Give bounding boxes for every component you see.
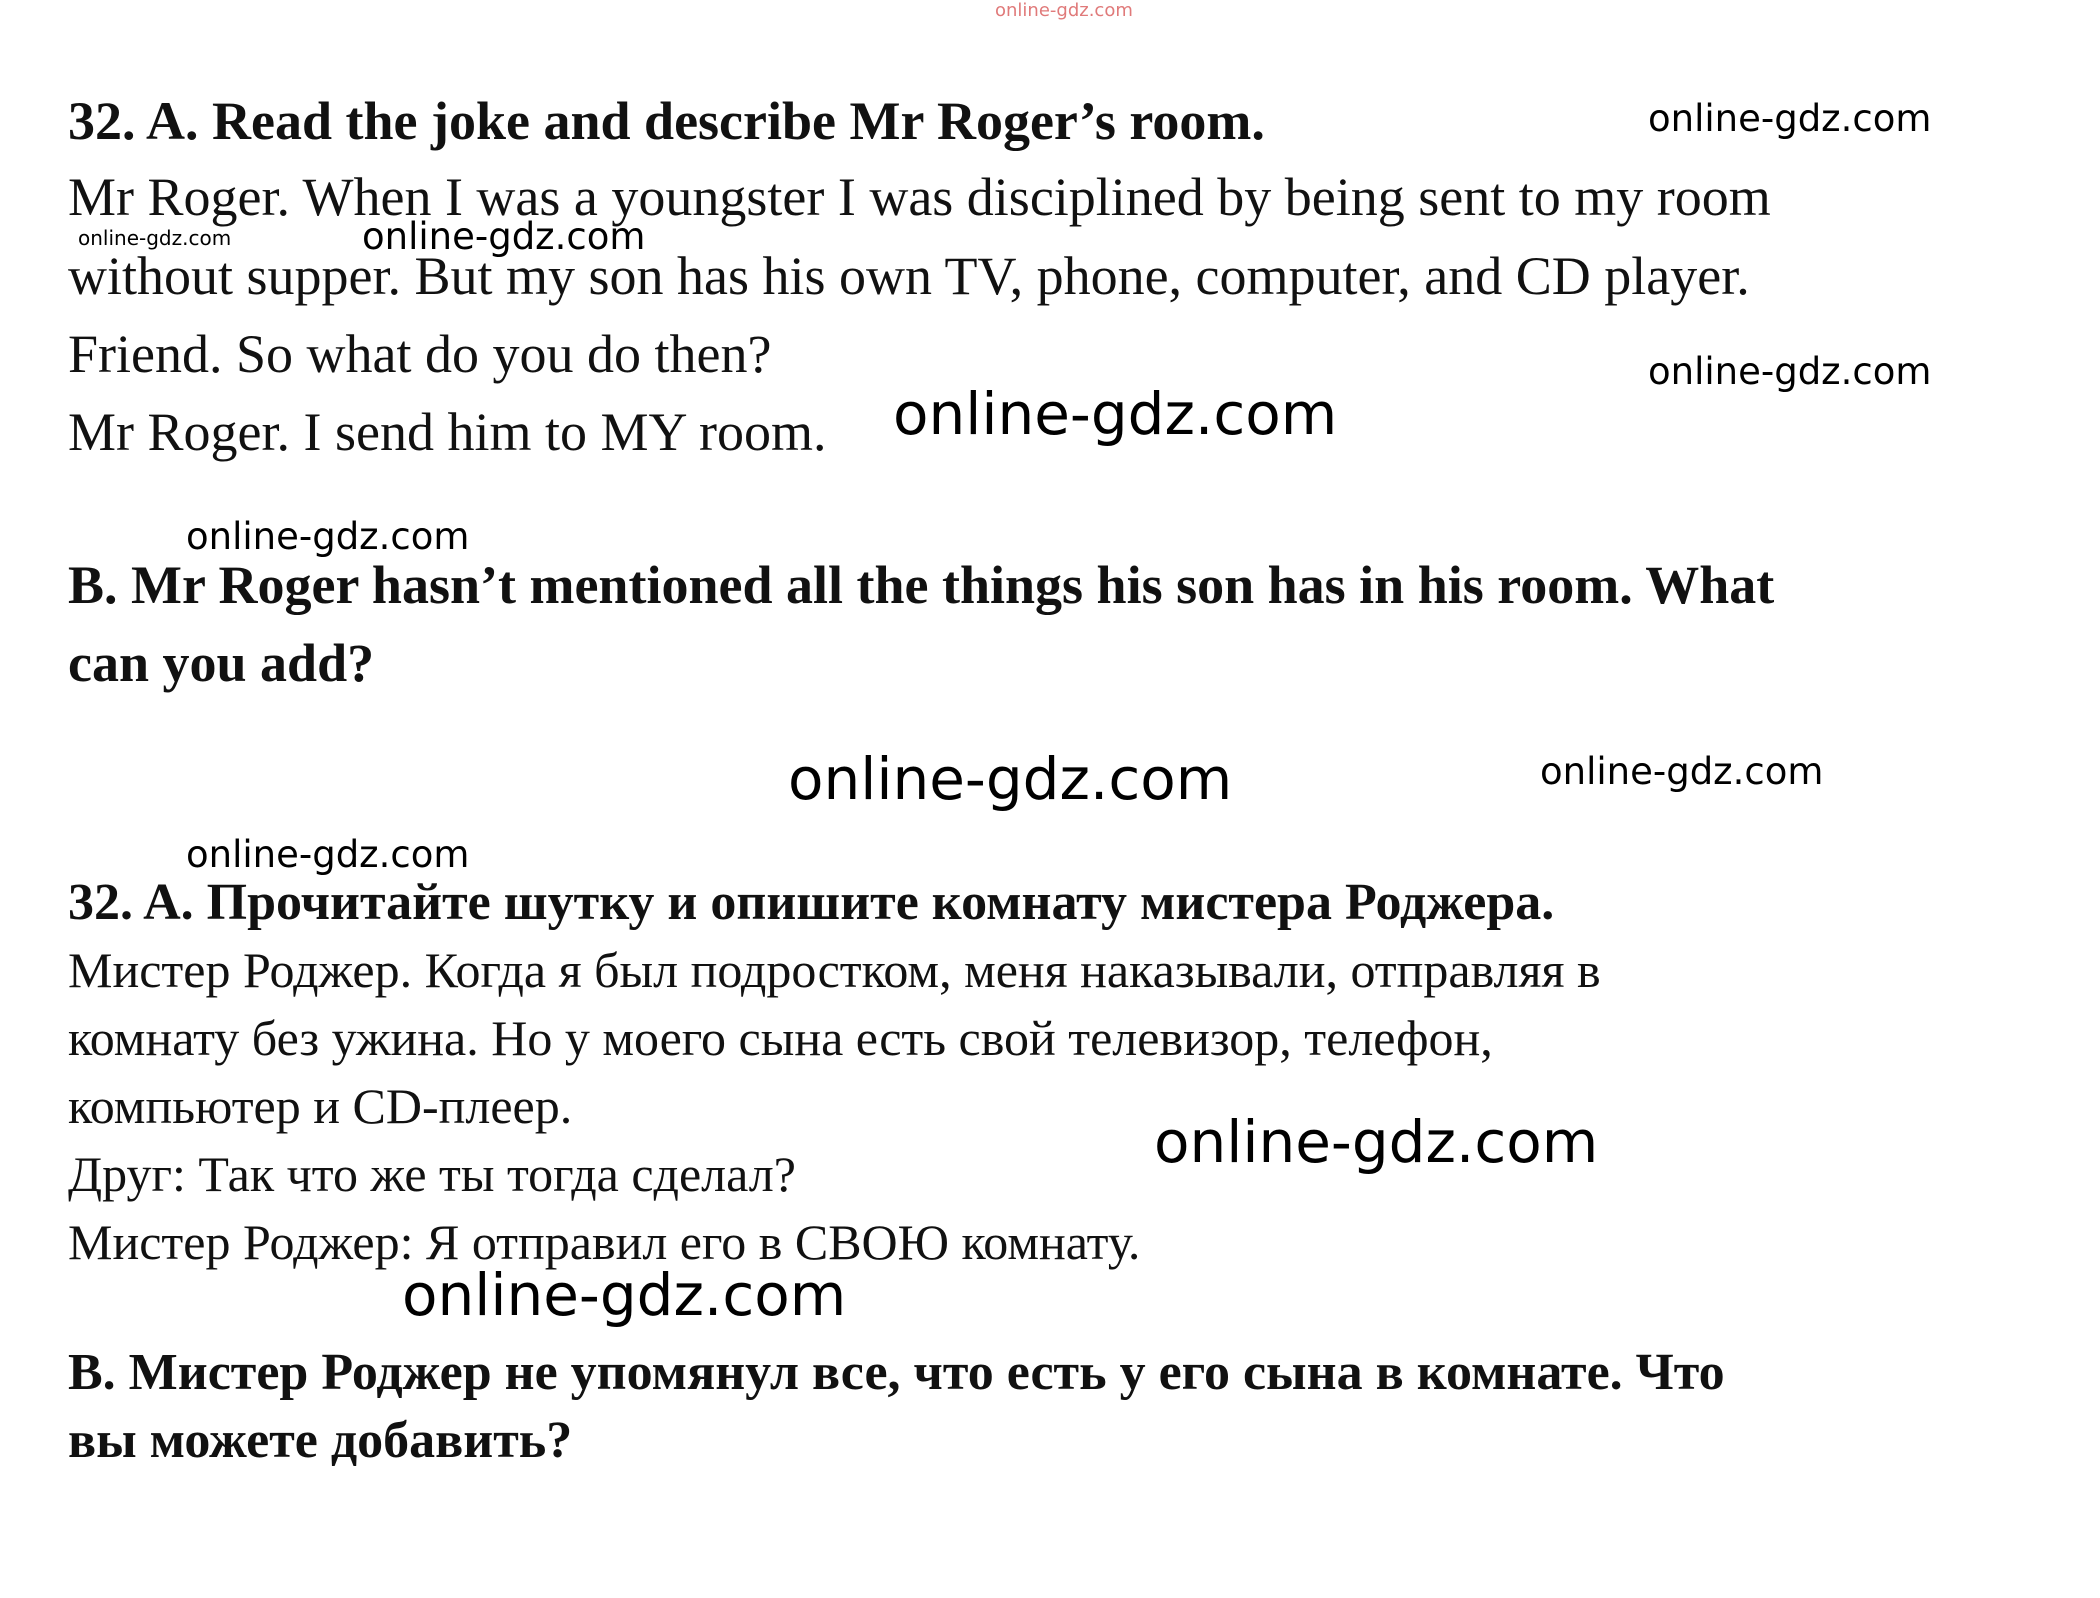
exercise-a-heading-ru: 32. A. Прочитайте шутку и опишите комнату мистера Роджера. (68, 874, 1555, 931)
watermark: online-gdz.com (78, 226, 232, 250)
watermark: online-gdz.com (1154, 1108, 1599, 1176)
watermark: online-gdz.com (1648, 350, 1932, 393)
watermark: online-gdz.com (788, 745, 1233, 813)
dialogue-line-ru: Друг: Так что же ты тогда сделал? (68, 1146, 796, 1202)
exercise-b-heading-ru: B. Мистер Роджер не упомянул все, что есть у его сына в комнате. Что (68, 1344, 1725, 1401)
watermark: online-gdz.com (1648, 97, 1932, 140)
watermark-top: online-gdz.com (995, 0, 1133, 21)
dialogue-line-en: without supper. But my son has his own TV, phone, computer, and CD player. (68, 246, 1750, 306)
dialogue-line-ru: Мистер Роджер. Когда я был подростком, меня наказывали, отправляя в (68, 942, 1601, 998)
watermark: online-gdz.com (893, 380, 1338, 448)
exercise-a-heading-en: 32. A. Read the joke and describe Mr Roger’s room. (68, 91, 1265, 151)
watermark: online-gdz.com (402, 1261, 847, 1329)
dialogue-line-ru: комнату без ужина. Но у моего сына есть свой телевизор, телефон, (68, 1010, 1493, 1066)
dialogue-line-en: Mr Roger. I send him to MY room. (68, 402, 827, 462)
watermark: online-gdz.com (186, 515, 470, 558)
dialogue-line-en: Mr Roger. When I was a youngster I was disciplined by being sent to my room (68, 167, 1771, 227)
dialogue-line-ru: компьютер и CD-плеер. (68, 1078, 573, 1134)
watermark: online-gdz.com (1540, 750, 1824, 793)
exercise-b-heading-ru: вы можете добавить? (68, 1412, 573, 1469)
watermark: online-gdz.com (186, 833, 470, 876)
watermark: online-gdz.com (362, 215, 646, 258)
exercise-b-heading-en: can you add? (68, 633, 375, 693)
exercise-b-heading-en: B. Mr Roger hasn’t mentioned all the things his son has in his room. What (68, 555, 1775, 615)
dialogue-line-en: Friend. So what do you do then? (68, 324, 772, 384)
dialogue-line-ru: Мистер Роджер: Я отправил его в СВОЮ комнату. (68, 1214, 1141, 1270)
